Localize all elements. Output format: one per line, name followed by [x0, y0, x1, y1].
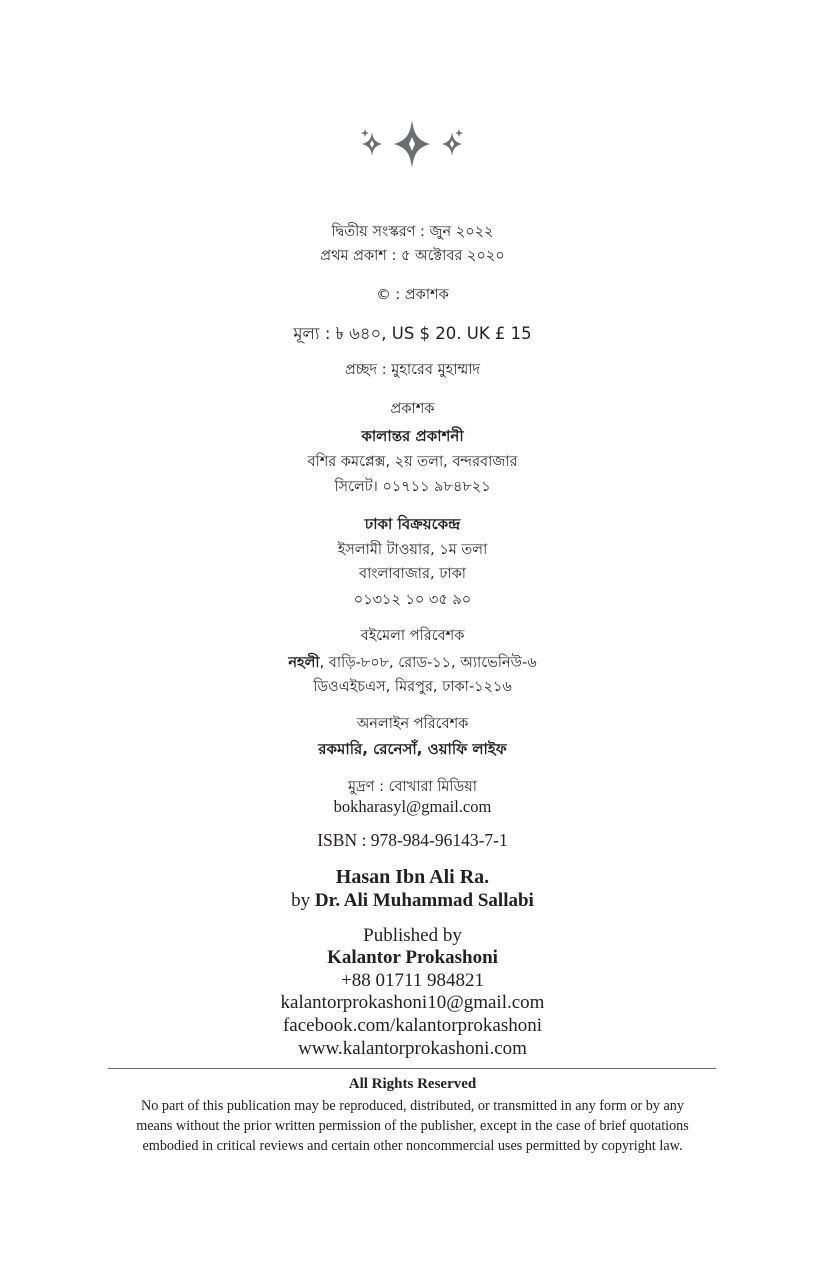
- publisher-en-website: www.kalantorprokashoni.com: [298, 1038, 527, 1059]
- rights-line-3: embodied in critical reviews and certain other noncommercial uses permitted by copyright law.: [142, 1138, 683, 1154]
- dhaka-center-address2: বাংলাবাজার, ঢাকা: [359, 566, 466, 582]
- dhaka-center-heading: ঢাকা বিক্রয়কেন্দ্র: [364, 515, 461, 533]
- fair-distributor-name: নহলী: [288, 655, 320, 671]
- edition-second: দ্বিতীয় সংস্করণ : জুন ২০২২: [331, 224, 494, 240]
- publisher-en-facebook: facebook.com/kalantorprokashoni: [282, 1015, 543, 1036]
- book-title: Hasan Ibn Ali Ra.: [335, 866, 490, 888]
- copyright-holder: © : প্রকাশক: [376, 287, 449, 303]
- fair-distributor-address1-rest: , বাড়ি-৮০৮, রোড-১১, অ্যাভেনিউ-৬: [319, 655, 537, 671]
- book-author: Dr. Ali Muhammad Sallabi: [314, 890, 534, 911]
- rights-line-1: No part of this publication may be reproduced, distributed, or transmitted in any form or by any: [141, 1098, 684, 1114]
- online-distributor-names: রকমারি, রেনেসাঁ, ওয়াফি লাইফ: [318, 740, 507, 758]
- cover-designer: প্রচ্ছদ : মুহারেব মুহাম্মাদ: [344, 362, 481, 378]
- star-ornament-icon: [356, 118, 468, 170]
- publisher-heading: প্রকাশক: [390, 401, 435, 417]
- dhaka-center-phone: ০১৩১২ ১০ ৩৫ ৯০: [353, 592, 472, 608]
- fair-distributor-address2: ডিওএইচএস, মিরপুর, ঢাকা-১২১৬: [313, 679, 512, 695]
- printer-email: bokharasyl@gmail.com: [333, 797, 492, 816]
- online-distributor-heading: অনলাইন পরিবেশক: [356, 716, 469, 732]
- dhaka-center-address1: ইসলামী টাওয়ার, ১ম তলা: [337, 542, 488, 558]
- fair-distributor-heading: বইমেলা পরিবেশক: [360, 628, 465, 644]
- edition-first: প্রথম প্রকাশ : ৫ অক্টোবর ২০২০: [320, 248, 505, 264]
- rights-line-2: means without the prior written permission of the publisher, except in the case of brief quotations: [136, 1118, 689, 1134]
- publisher-en-email: kalantorprokashoni10@gmail.com: [280, 992, 545, 1013]
- publisher-en-name: Kalantor Prokashoni: [327, 947, 498, 968]
- publisher-address: বশির কমপ্লেক্স, ২য় তলা, বন্দরবাজার: [307, 454, 518, 470]
- book-author-line: [0, 890, 825, 912]
- publisher-city-phone: সিলেট। ০১৭১১ ৯৮৪৮২১: [334, 479, 491, 495]
- price: মূল্য : ৳ ৬৪০, US $ 20. UK £ 15: [293, 324, 532, 343]
- fair-distributor-address1: [0, 652, 825, 676]
- book-by: by: [291, 890, 315, 911]
- divider: [108, 1068, 716, 1069]
- publisher-en-phone: +88 01711 984821: [340, 970, 484, 991]
- printer: মুদ্রণ : বোখারা মিডিয়া: [348, 779, 477, 795]
- rights-heading: All Rights Reserved: [348, 1076, 477, 1092]
- published-by: Published by: [363, 925, 462, 946]
- publisher-name: কালান্তর প্রকাশনী: [361, 427, 464, 445]
- rights-notice: [100, 1096, 725, 1156]
- isbn: ISBN : 978-984-96143-7-1: [317, 830, 508, 850]
